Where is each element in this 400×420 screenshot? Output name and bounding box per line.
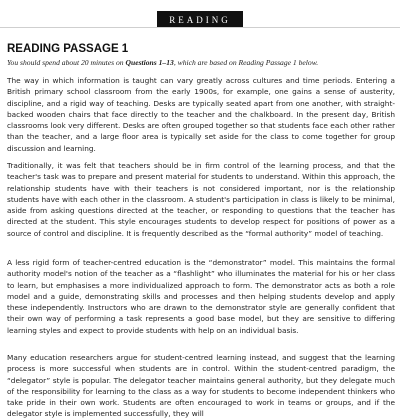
paragraph-4: Many education researchers argue for student-centred learning instead, and suggest that the learning process is more successful when students are in control. Within the student-centred paradigm, the “delegator” style is popular. The delegator teacher maintains general authority, but they delegate much of the responsibility for learning to the class as a way for students to become independent thinkers who take pride in their own work. Students are often encouraged to work in teams or groups, and if the delegator style is implemented successfully, they will (7, 353, 395, 419)
paragraph-3: A less rigid form of teacher-centred education is the “demonstrator” model. This maintains the formal authority model's notion of the teacher as a “flashlight” who illuminates the material for his or her class to learn, but emphasises a more individualized approach to form. The demonstrator acts as both a role model and a guide, demonstrating skills and processes and then helping students develop and apply these independently. Instructors who are drawn to the demonstrator style are generally confident that their own way of performing a task represents a good base model, but they are sensitive to differing learning styles and expect to provide students with help on an individual basis. (7, 258, 395, 335)
paragraph-1: The way in which information is taught can vary greatly across cultures and time periods. Entering a British primary school classroom from the early 1900s, for example, one gains a sense of austerity, discipline, and a rigid way of teaching. Desks are typically seated apart from one another, with straight-backed wooden chairs that face directly to the teacher and the chalkboard. In the present day, British classrooms look very different. Desks are often grouped together so that students face each other rather than the teacher, and a large floor area is typically set aside for the class to come together for group discussion and learning. (7, 76, 395, 153)
instruction-text-start: You should spend about 20 minutes on (7, 58, 126, 67)
passage-heading: READING PASSAGE 1 (7, 43, 129, 55)
section-label: READING (157, 11, 243, 28)
paragraph-2: Traditionally, it was felt that teachers should be in firm control of the learning process, and that the teacher's task was to prepare and present material for students to understand. Within this approach, the relationship students have with their teachers is not considered important, nor is the relationship students have with each other in the classroom. A student's participation in class is likely to be minimal, aside from asking questions directed at the teacher, or responding to questions that the teacher has directed at the student. This style encourages students to develop respect for positions of power as a source of control and discipline. It is frequently described as the “formal authority” model of teaching. (7, 161, 395, 238)
instruction-questions: Questions 1–13 (125, 58, 174, 67)
instruction-text-end: , which are based on Reading Passage 1 below. (173, 58, 319, 67)
